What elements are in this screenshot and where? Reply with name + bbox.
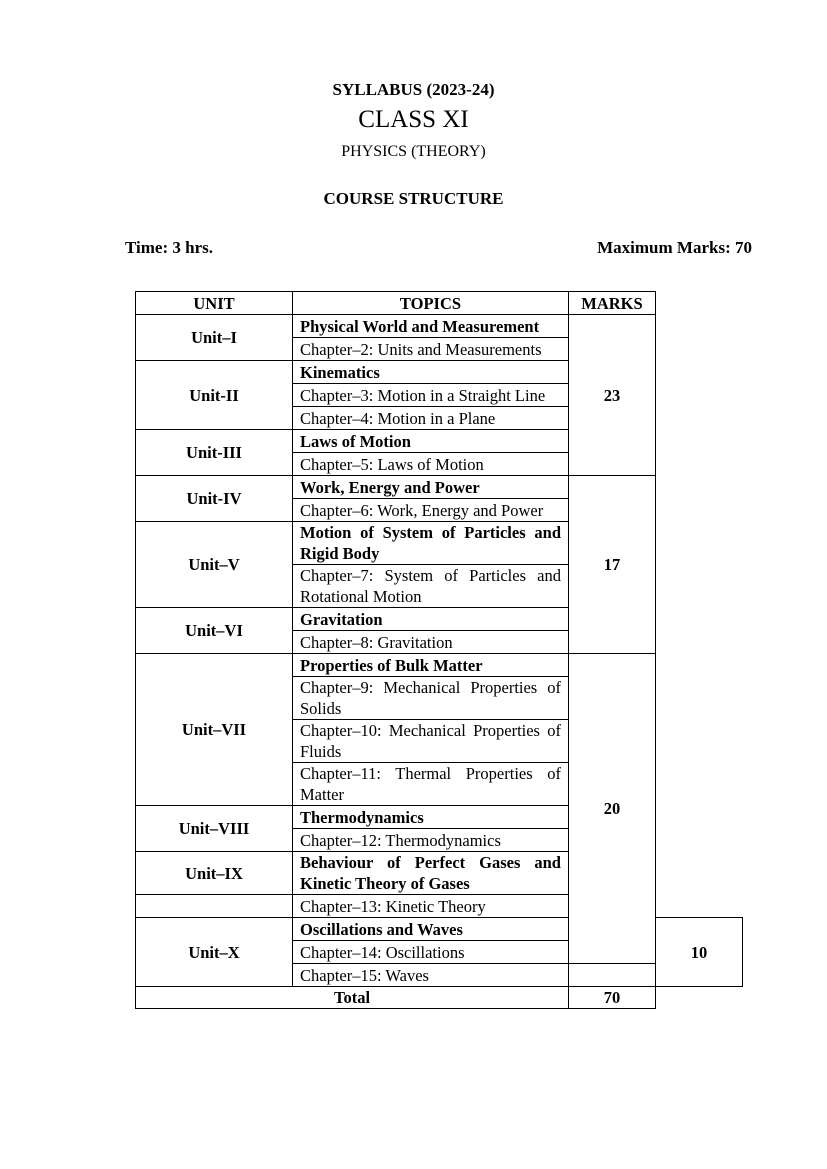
chapter-cell: Chapter–10: Mechanical Properties of Fluids <box>293 720 569 763</box>
table-row <box>136 476 743 499</box>
table-row <box>136 654 743 677</box>
chapter-cell: Chapter–5: Laws of Motion <box>293 453 569 476</box>
unit-label: Unit-II <box>136 361 293 430</box>
chapter-cell: Chapter–9: Mechanical Properties of Solids <box>293 677 569 720</box>
table-header-row <box>136 292 743 315</box>
unit-title: Oscillations and Waves <box>293 918 569 941</box>
subject-title: PHYSICS (THEORY) <box>341 143 486 160</box>
chapter-cell: Chapter–14: Oscillations <box>293 941 569 964</box>
marks-cell: 23 <box>569 315 656 476</box>
unit-title: Properties of Bulk Matter <box>293 654 569 677</box>
chapter-cell: Chapter–7: System of Particles and Rotational Motion <box>293 565 569 608</box>
unit-label: Unit–VII <box>136 654 293 806</box>
chapter-cell: Chapter–2: Units and Measurements <box>293 338 569 361</box>
table-row <box>136 315 743 338</box>
chapter-cell: Chapter–8: Gravitation <box>293 631 569 654</box>
marks-cell: 20 <box>569 654 656 964</box>
syllabus-heading: SYLLABUS (2023-24) <box>332 80 495 99</box>
header-unit: UNIT <box>136 292 293 315</box>
max-marks-label: Maximum Marks: 70 <box>597 238 752 257</box>
unit-title: Work, Energy and Power <box>293 476 569 499</box>
unit-label: Unit–V <box>136 522 293 608</box>
unit-title: Motion of System of Particles and Rigid Body <box>293 522 569 565</box>
unit-title: Kinematics <box>293 361 569 384</box>
chapter-cell: Chapter–6: Work, Energy and Power <box>293 499 569 522</box>
course-structure-table <box>135 291 743 1009</box>
unit-label: Unit–IX <box>136 852 293 895</box>
marks-cell: 10 <box>656 918 743 987</box>
unit-title: Behaviour of Perfect Gases and Kinetic Theory of Gases <box>293 852 569 895</box>
time-label: Time: 3 hrs. <box>125 238 213 257</box>
chapter-cell: Chapter–15: Waves <box>293 964 569 987</box>
unit-label: Unit–VIII <box>136 806 293 852</box>
header-topics: TOPICS <box>293 292 569 315</box>
total-label: Total <box>136 987 569 1009</box>
chapter-cell: Chapter–13: Kinetic Theory <box>293 895 569 918</box>
marks-cell: 17 <box>569 476 656 654</box>
total-marks: 70 <box>569 987 656 1009</box>
chapter-cell: Chapter–12: Thermodynamics <box>293 829 569 852</box>
chapter-cell: Chapter–3: Motion in a Straight Line <box>293 384 569 407</box>
unit-title: Gravitation <box>293 608 569 631</box>
unit-label: Unit-III <box>136 430 293 476</box>
unit-title: Thermodynamics <box>293 806 569 829</box>
unit-label: Unit-IV <box>136 476 293 522</box>
header-marks: MARKS <box>569 292 656 315</box>
unit-label: Unit–X <box>136 918 293 987</box>
empty-unit-cell <box>136 895 293 918</box>
unit-label: Unit–VI <box>136 608 293 654</box>
unit-label: Unit–I <box>136 315 293 361</box>
class-title: CLASS XI <box>358 106 469 133</box>
unit-title: Laws of Motion <box>293 430 569 453</box>
chapter-cell: Chapter–11: Thermal Properties of Matter <box>293 763 569 806</box>
chapter-cell: Chapter–4: Motion in a Plane <box>293 407 569 430</box>
course-structure-heading: COURSE STRUCTURE <box>323 189 504 208</box>
total-row <box>136 987 743 1009</box>
unit-title: Physical World and Measurement <box>293 315 569 338</box>
